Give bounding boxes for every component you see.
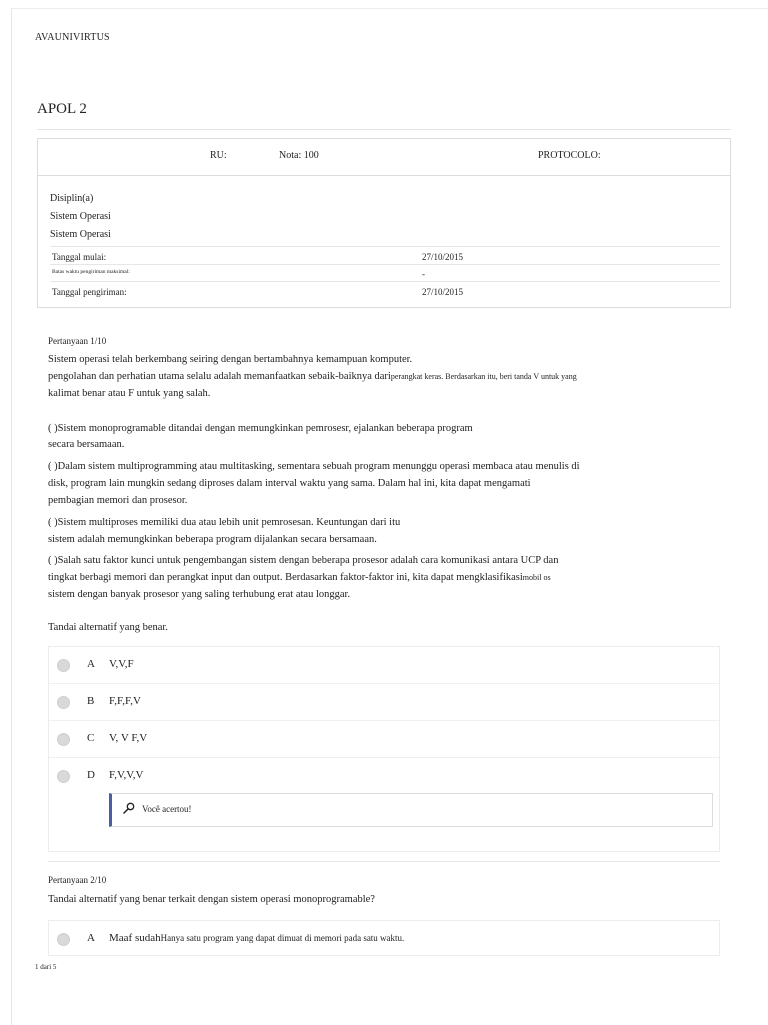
option-text-body: Hanya satu program yang dapat dimuat di memori pada satu waktu.: [160, 933, 405, 943]
option-b[interactable]: [49, 684, 719, 721]
statement-3-cont: sistem adalah memungkinkan beberapa program dijalankan secara bersamaan.: [48, 534, 377, 545]
answer-options: [48, 920, 720, 956]
question-text: Sistem operasi telah berkembang seiring dengan bertambahnya kemampuan komputer.: [48, 354, 413, 365]
info-value: 27/10/2015: [422, 252, 464, 262]
statement-4-cont: sistem dengan banyak prosesor yang saling terhubung erat atau longgar.: [48, 589, 351, 600]
option-letter: C: [87, 732, 95, 744]
discipline-name: Sistem Operasi: [50, 229, 111, 240]
answer-options: [48, 646, 720, 852]
feedback-box: [109, 793, 713, 827]
option-text: V, V F,V: [109, 732, 148, 744]
option-text: V,V,F: [109, 658, 134, 670]
question-text-part: pengolahan dan perhatian utama selalu adalah memanfaatkan sebaik-baiknya dari: [48, 371, 391, 382]
brand-name: AVAUNIVIRTUS: [35, 32, 110, 43]
magnifier-icon: [122, 801, 136, 815]
question-text-part: perangkat keras. Berdasarkan itu, beri tanda V untuk yang: [390, 372, 577, 381]
statement-1-cont: secara bersamaan.: [48, 439, 125, 450]
question-text: Tandai alternatif yang benar terkait dengan sistem operasi monoprogramable?: [48, 894, 375, 905]
option-letter: A: [87, 932, 95, 944]
radio-button-selected[interactable]: [57, 770, 70, 783]
feedback-text: Você acertou!: [142, 804, 192, 814]
statement-2: ( )Dalam sistem multiprogramming atau multitasking, sementara sebuah program menunggu operasi membaca atau menulis di: [48, 461, 580, 472]
info-row-submission-date: [50, 281, 720, 302]
exam-info-panel: [37, 138, 731, 308]
option-text: F,F,F,V: [109, 695, 141, 707]
radio-button[interactable]: [57, 659, 70, 672]
discipline-name: Sistem Operasi: [50, 211, 111, 222]
info-key: Tanggal pengiriman:: [52, 287, 127, 297]
question-text: kalimat benar atau F untuk yang salah.: [48, 388, 211, 399]
info-key: Batas waktu pengiriman maksimal:: [52, 269, 130, 275]
option-a[interactable]: [49, 647, 719, 684]
option-d[interactable]: [49, 758, 719, 795]
question-text: [48, 368, 577, 385]
discipline-label: Disiplin(a): [50, 193, 94, 204]
ru-label: RU:: [210, 150, 227, 161]
statement-2-cont: pembagian memori dan prosesor.: [48, 495, 188, 506]
info-value: -: [422, 269, 425, 279]
info-key: Tanggal mulai:: [52, 252, 107, 262]
question-number: Pertanyaan 2/10: [48, 875, 107, 885]
option-letter: D: [87, 769, 95, 781]
grade-label: Nota: 100: [279, 150, 319, 161]
statement-4-cont: [48, 569, 551, 586]
answer-prompt: Tandai alternatif yang benar.: [48, 622, 168, 633]
statement-4: ( )Salah satu faktor kunci untuk pengembangan sistem dengan beberapa prosesor adalah cara komunikasi antara UCP dan: [48, 555, 559, 566]
divider: [48, 861, 720, 862]
info-value: 27/10/2015: [422, 287, 464, 297]
statement-text-part: tingkat berbagi memori dan perangkat input dan output. Berdasarkan faktor-faktor ini, kita dapat mengklasifikasi: [48, 572, 523, 583]
statement-2-cont: disk, program lain mungkin sedang diproses dalam interval waktu yang sama. Dalam hal ini, kita dapat mengamati: [48, 478, 531, 489]
protocol-label: PROTOCOLO:: [538, 150, 601, 161]
option-c[interactable]: [49, 721, 719, 758]
statement-3: ( )Sistem multiproses memiliki dua atau lebih unit pemrosesan. Keuntungan dari itu: [48, 517, 401, 528]
info-row-deadline: [50, 264, 720, 282]
page-title: APOL 2: [37, 101, 87, 117]
page-counter: 1 dari 5: [35, 963, 57, 971]
question-number: Pertanyaan 1/10: [48, 336, 107, 346]
option-text: [109, 932, 404, 944]
statement-1: ( )Sistem monoprogramable ditandai dengan memungkinkan pemrosesr, ejalankan beberapa program: [48, 423, 473, 434]
radio-button[interactable]: [57, 733, 70, 746]
option-text-lead: Maaf sudah: [109, 932, 161, 944]
info-row-start-date: [50, 246, 720, 265]
statement-text-part: mobil os: [522, 573, 551, 582]
divider: [37, 129, 731, 130]
option-a[interactable]: [49, 921, 719, 957]
radio-button[interactable]: [57, 696, 70, 709]
radio-button[interactable]: [57, 933, 70, 946]
option-text: F,V,V,V: [109, 769, 144, 781]
option-letter: A: [87, 658, 95, 670]
exam-info-header: [38, 139, 730, 176]
option-letter: B: [87, 695, 95, 707]
